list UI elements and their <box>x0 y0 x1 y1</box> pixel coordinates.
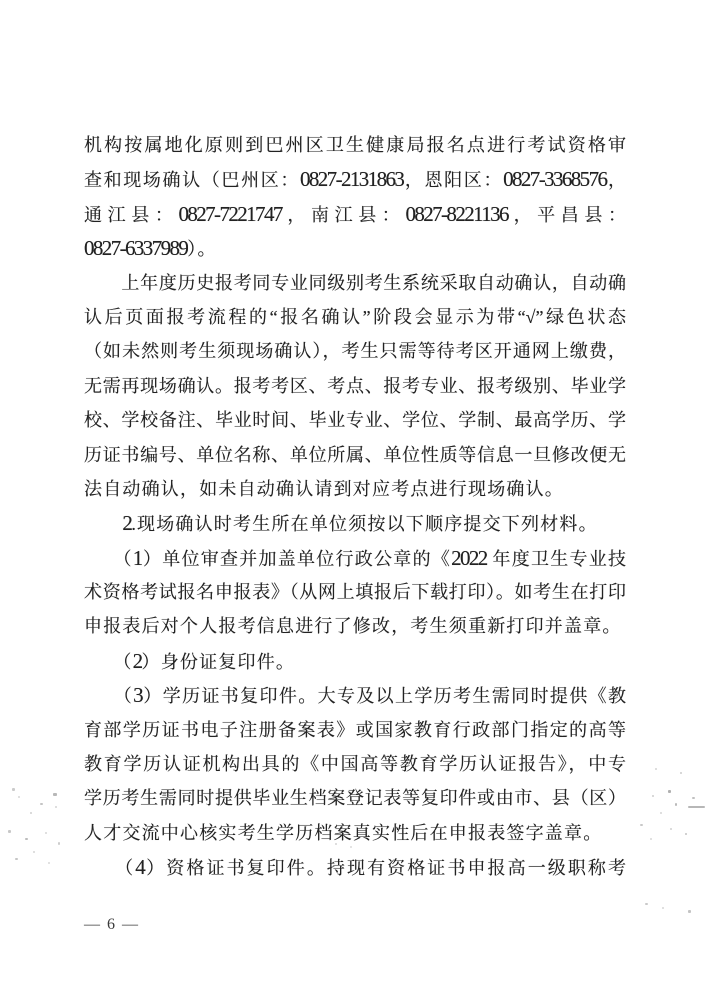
scan-speck <box>40 803 43 805</box>
text-line: （4）资格证书复印件。持现有资格证书申报高一级职称考 <box>84 855 626 880</box>
text-line: （如未然则考生须现场确认），考生只需等待考区开通网上缴费， <box>84 341 626 362</box>
scan-speck <box>53 793 57 796</box>
text-line: （1）单位审查并加盖单位行政公章的《2022 年度卫生专业技 <box>84 545 627 570</box>
text-line: 上年度历史报考同专业同级别考生系统采取自动确认，自动确 <box>84 272 626 293</box>
scan-speck <box>680 772 682 774</box>
text-line: 无需再现场确认。报考考区、考点、报考专业、报考级别、毕业学 <box>84 375 626 396</box>
scan-speck <box>45 832 47 834</box>
scan-speck <box>25 838 28 840</box>
scan-speck <box>662 907 664 909</box>
text-line: 教育学历认证机构出具的《中国高等教育学历认证报告》，中专 <box>84 754 626 775</box>
text-line: 人才交流中心核实考生学历档案真实性后在申报表签字盖章。 <box>84 822 603 843</box>
scan-speck <box>58 842 60 845</box>
scan-speck <box>645 903 648 905</box>
text-line: 术资格考试报名申报表》（从网上填报后下载打印）。如考生在打印 <box>84 582 626 603</box>
scan-speck <box>12 788 15 791</box>
scan-speck <box>675 803 677 806</box>
scan-speck <box>688 910 691 913</box>
scan-speck <box>335 843 337 845</box>
scan-speck <box>668 790 671 793</box>
text-line: 校、学校备注、毕业时间、毕业专业、学位、学制、最高学历、学 <box>84 410 626 431</box>
text-line: 机构按属地化原则到巴州区卫生健康局报名点进行考试资格审 <box>84 135 626 155</box>
scan-speck <box>685 833 687 835</box>
scan-speck <box>660 812 662 814</box>
page-number: — 6 — <box>84 916 140 933</box>
scan-speck <box>33 851 35 853</box>
scan-speck <box>15 858 18 860</box>
scan-speck <box>692 797 695 799</box>
text-line: 认后页面报考流程的“报名确认”阶段会显示为带“√”绿色状态 <box>84 306 626 327</box>
scan-speck <box>640 824 643 826</box>
scan-speck <box>650 838 652 840</box>
text-line: 申报表后对个人报考信息进行了修改，考生须重新打印并盖章。 <box>84 616 622 637</box>
text-line: （3）学历证书复印件。大专及以上学历考生需同时提供《教 <box>84 683 627 708</box>
text-line: 2.现场确认时考生所在单位须按以下顺序提交下列材料。 <box>122 511 598 536</box>
page-text <box>84 128 626 885</box>
text-line: 育部学历证书电子注册备案表》或国家教育行政部门指定的高等 <box>84 719 626 740</box>
scan-speck <box>655 768 657 770</box>
scan-speck <box>18 796 20 798</box>
text-line: 学历考生需同时提供毕业生档案登记表等复印件或由市、县（区） <box>84 788 626 809</box>
scan-speck <box>350 846 352 848</box>
text-line: 0827-6337989）。 <box>84 236 217 261</box>
text-line: 通江县：0827-7221747，南江县：0827-8221136，平昌县： <box>84 201 627 226</box>
scan-speck <box>670 828 672 830</box>
text-line: 法自动确认，如未自动确认请到对应考点进行现场确认。 <box>84 478 564 499</box>
scan-speck <box>30 812 32 814</box>
scan-speck <box>48 862 50 864</box>
scan-speck <box>55 806 57 808</box>
scan-speck <box>8 830 11 833</box>
scan-speck <box>688 806 705 808</box>
text-line: （2）身份证复印件。 <box>84 648 296 673</box>
text-line: 历证书编号、单位名称、单位所属、单位性质等信息一旦修改便无 <box>84 444 626 465</box>
text-line: 查和现场确认（巴州区：0827-2131863，恩阳区：0827-3368576， <box>84 167 627 192</box>
scan-speck <box>652 795 654 797</box>
